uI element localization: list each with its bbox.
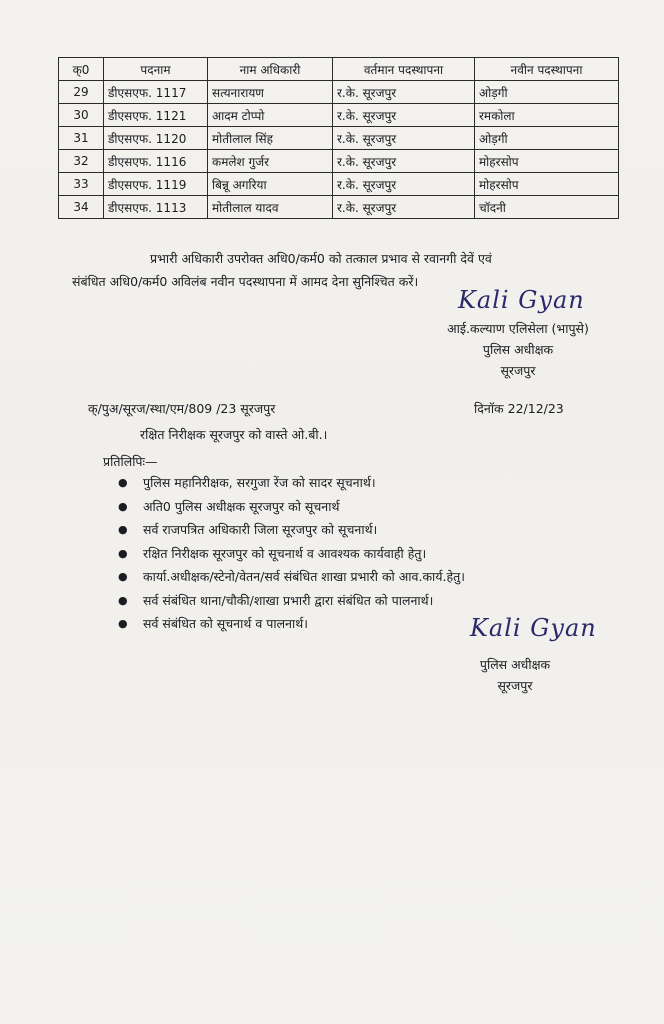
cell-officer-name: बिन्नू अगरिया (208, 173, 333, 196)
list-item-text: कार्या.अधीक्षक/स्टेनो/वेतन/सर्व संबंधित शाखा प्रभारी को आव.कार्य.हेतु। (143, 569, 466, 584)
cell-new-posting: मोहरसोप (475, 173, 619, 196)
copy-to-list (118, 471, 618, 636)
list-item (118, 589, 618, 613)
bullet-icon: ● (118, 499, 128, 513)
cell-post: डीएसएफ. 1113 (104, 196, 208, 219)
list-item-text: रक्षित निरीक्षक सूरजपुर को सूचनार्थ व आवश्यक कार्यवाही हेतु। (143, 545, 427, 561)
table-row (59, 104, 619, 127)
officer-signature-block (418, 318, 618, 381)
closing-designation: पुलिस अधीक्षक (479, 657, 551, 672)
header-post: पदनाम (104, 58, 208, 81)
cell-officer-name: मोतीलाल सिंह (208, 127, 333, 150)
cell-post: डीएसएफ. 1117 (104, 81, 208, 104)
header-officer-name: नाम अधिकारी (208, 58, 333, 81)
list-item-text: सर्व संबंधित को सूचनार्थ व पालनार्थ। (143, 616, 308, 631)
header-new-posting: नवीन पदस्थापना (475, 58, 619, 81)
cell-serial: 33 (59, 173, 104, 196)
closing-place: सूरजपुर (497, 678, 533, 693)
cell-officer-name: कमलेश गुर्जर (208, 150, 333, 173)
list-item (118, 495, 618, 519)
cell-post: डीएसएफ. 1116 (104, 150, 208, 173)
copy-to-heading: प्रतिलिपिः— (103, 454, 158, 469)
memo-number: क्/पुअ/सूरज/स्था/एम/809 /23 सूरजपुर (88, 401, 276, 416)
table-row (59, 127, 619, 150)
officer-place: सूरजपुर (500, 363, 536, 378)
instruction-line-2: संबंधित अधि0/कर्म0 अविलंब नवीन पदस्थापना में आमद देना सुनिश्चित करें। (72, 274, 419, 289)
cell-current-posting: र.के. सूरजपुर (333, 173, 475, 196)
cell-current-posting: र.के. सूरजपुर (333, 127, 475, 150)
cell-serial: 29 (59, 81, 104, 104)
signature-mark: Kali Gyan (470, 614, 597, 642)
bullet-icon: ● (118, 546, 128, 560)
cell-serial: 30 (59, 104, 104, 127)
list-item-text: अति0 पुलिस अधीक्षक सूरजपुर को सूचनार्थ (143, 498, 340, 514)
bullet-icon: ● (118, 570, 128, 583)
list-item (118, 518, 618, 542)
bullet-icon: ● (118, 476, 128, 489)
list-item-text: पुलिस महानिरीक्षक, सरगुजा रेंज को सादर सूचनार्थ। (143, 475, 376, 490)
cell-officer-name: मोतीलाल यादव (208, 196, 333, 219)
cell-officer-name: आदम टोप्पो (208, 104, 333, 127)
officer-designation: पुलिस अधीक्षक (482, 342, 554, 357)
instruction-line-1: प्रभारी अधिकारी उपरोक्त अधि0/कर्म0 को तत्काल प्रभाव से रवानगी देवें एवं (150, 251, 492, 266)
memo-addressee: रक्षित निरीक्षक सूरजपुर को वास्ते ओ.बी.। (140, 427, 328, 442)
list-item-text: सर्व संबंधित थाना/चौकी/शाखा प्रभारी द्वारा संबंधित को पालनार्थ। (143, 592, 434, 608)
cell-current-posting: र.के. सूरजपुर (333, 104, 475, 127)
cell-new-posting: रमकोला (475, 104, 619, 127)
list-item-text: सर्व राजपत्रित अधिकारी जिला सूरजपुर को सूचनार्थ। (143, 522, 378, 537)
cell-new-posting: ओड़गी (475, 81, 619, 104)
table-row (59, 81, 619, 104)
table-row (59, 150, 619, 173)
header-current-posting: वर्तमान पदस्थापना (333, 58, 475, 81)
cell-officer-name: सत्यनारायण (208, 81, 333, 104)
bullet-icon: ● (118, 523, 128, 536)
closing-signature-block (440, 654, 590, 696)
list-item (118, 565, 618, 589)
cell-serial: 32 (59, 150, 104, 173)
memo-date: दिनॉक 22/12/23 (474, 401, 564, 416)
transfer-table (58, 57, 619, 219)
cell-current-posting: र.के. सूरजपुर (333, 150, 475, 173)
table-header-row (59, 58, 619, 81)
table-row (59, 173, 619, 196)
cell-serial: 31 (59, 127, 104, 150)
cell-post: डीएसएफ. 1120 (104, 127, 208, 150)
cell-post: डीएसएफ. 1121 (104, 104, 208, 127)
cell-new-posting: मोहरसोप (475, 150, 619, 173)
cell-post: डीएसएफ. 1119 (104, 173, 208, 196)
header-serial: क्0 (59, 58, 104, 81)
cell-current-posting: र.के. सूरजपुर (333, 196, 475, 219)
bullet-icon: ● (118, 593, 128, 607)
bullet-icon: ● (118, 617, 128, 630)
memo-number-line (88, 400, 628, 417)
cell-new-posting: चॉदनी (475, 196, 619, 219)
officer-name: आई.कल्याण एलिसेला (भापुसे) (447, 321, 589, 336)
cell-new-posting: ओड़गी (475, 127, 619, 150)
cell-current-posting: र.के. सूरजपुर (333, 81, 475, 104)
cell-serial: 34 (59, 196, 104, 219)
table-row (59, 196, 619, 219)
list-item (118, 542, 618, 566)
list-item (118, 471, 618, 495)
signature-mark: Kali Gyan (458, 286, 585, 314)
